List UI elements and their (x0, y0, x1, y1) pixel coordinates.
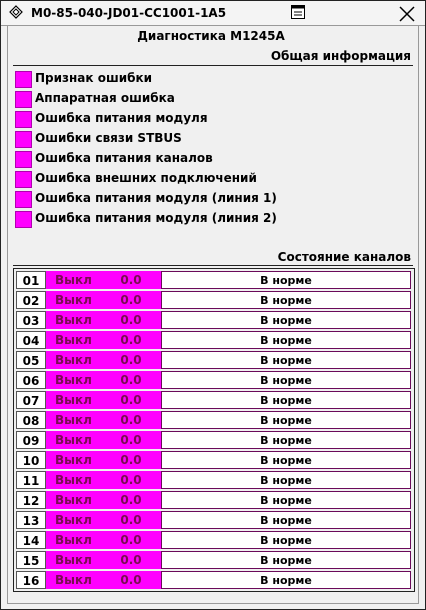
flag-label: Ошибка питания модуля (линия 2) (35, 211, 277, 225)
channel-value: 0.0 (101, 311, 161, 329)
channel-status: В норме (161, 551, 411, 569)
alarm-indicator (15, 211, 32, 228)
table-row (16, 571, 411, 589)
general-info-title: Общая информация (270, 49, 411, 63)
channel-value: 0.0 (101, 351, 161, 369)
table-row (16, 491, 411, 509)
table-row (16, 271, 411, 289)
channel-status: В норме (161, 571, 411, 589)
channel-state: Выкл (46, 271, 101, 289)
alarm-indicator (15, 191, 32, 208)
channel-value: 0.0 (101, 431, 161, 449)
channel-status: В норме (161, 471, 411, 489)
channel-state: Выкл (46, 351, 101, 369)
channels-divider (13, 265, 413, 266)
table-row (16, 471, 411, 489)
channel-status: В норме (161, 331, 411, 349)
channel-value: 0.0 (101, 371, 161, 389)
table-row (16, 431, 411, 449)
channel-number: 04 (16, 331, 46, 349)
channel-state: Выкл (46, 531, 101, 549)
table-row (16, 331, 411, 349)
channel-state: Выкл (46, 311, 101, 329)
channel-number: 07 (16, 391, 46, 409)
diamond-icon[interactable] (9, 5, 23, 19)
window-title: M0-85-040-JD01-CC1001-1A5 (31, 6, 227, 20)
alarm-indicator (15, 151, 32, 168)
alarm-indicator (15, 171, 32, 188)
channel-number: 12 (16, 491, 46, 509)
channel-value: 0.0 (101, 451, 161, 469)
table-row (16, 391, 411, 409)
channel-state: Выкл (46, 491, 101, 509)
alarm-indicator (15, 71, 32, 88)
flag-label: Ошибка питания каналов (35, 151, 213, 165)
channel-state: Выкл (46, 411, 101, 429)
table-row (16, 311, 411, 329)
channel-number: 13 (16, 511, 46, 529)
channel-number: 11 (16, 471, 46, 489)
table-row (16, 291, 411, 309)
table-row (16, 411, 411, 429)
table-row (16, 511, 411, 529)
table-row (16, 451, 411, 469)
channel-status: В норме (161, 411, 411, 429)
channel-status: В норме (161, 351, 411, 369)
table-row (16, 551, 411, 569)
channel-status: В норме (161, 311, 411, 329)
alarm-indicator (15, 91, 32, 108)
error-flags-list (15, 69, 395, 229)
channel-number: 08 (16, 411, 46, 429)
channel-value: 0.0 (101, 391, 161, 409)
flag-label: Ошибка внешних подключений (35, 171, 257, 185)
channel-value: 0.0 (101, 491, 161, 509)
flag-item (15, 109, 395, 129)
channel-value: 0.0 (101, 411, 161, 429)
channel-value: 0.0 (101, 291, 161, 309)
channel-number: 10 (16, 451, 46, 469)
channel-value: 0.0 (101, 571, 161, 589)
flag-label: Признак ошибки (35, 71, 153, 85)
channel-status: В норме (161, 531, 411, 549)
channel-state: Выкл (46, 471, 101, 489)
flag-item (15, 169, 395, 189)
table-row (16, 351, 411, 369)
channel-status: В норме (161, 291, 411, 309)
flag-item (15, 69, 395, 89)
channel-value: 0.0 (101, 271, 161, 289)
channel-state: Выкл (46, 551, 101, 569)
alarm-indicator (15, 111, 32, 128)
channel-status: В норме (161, 271, 411, 289)
channel-number: 15 (16, 551, 46, 569)
channel-value: 0.0 (101, 511, 161, 529)
channel-number: 03 (16, 311, 46, 329)
channel-number: 06 (16, 371, 46, 389)
page-title: Диагностика M1245A (137, 29, 285, 43)
channel-number: 02 (16, 291, 46, 309)
channel-value: 0.0 (101, 471, 161, 489)
channel-state: Выкл (46, 451, 101, 469)
menu-icon[interactable] (291, 5, 305, 19)
flag-label: Ошибки связи STBUS (35, 131, 182, 145)
flag-item (15, 189, 395, 209)
channel-value: 0.0 (101, 331, 161, 349)
channel-state: Выкл (46, 511, 101, 529)
channels-title: Состояние каналов (277, 250, 411, 264)
flag-item (15, 209, 395, 229)
channel-state: Выкл (46, 571, 101, 589)
flag-item (15, 89, 395, 109)
channel-state: Выкл (46, 431, 101, 449)
table-row (16, 531, 411, 549)
channel-number: 14 (16, 531, 46, 549)
channel-number: 05 (16, 351, 46, 369)
channel-number: 16 (16, 571, 46, 589)
flag-label: Ошибка питания модуля (35, 111, 208, 125)
channel-status: В норме (161, 491, 411, 509)
channel-status: В норме (161, 511, 411, 529)
flag-label: Ошибка питания модуля (линия 1) (35, 191, 277, 205)
channel-status: В норме (161, 371, 411, 389)
channel-status: В норме (161, 391, 411, 409)
channel-number: 09 (16, 431, 46, 449)
channels-table (13, 268, 415, 592)
flag-label: Аппаратная ошибка (35, 91, 175, 105)
channel-number: 01 (16, 271, 46, 289)
channel-state: Выкл (46, 331, 101, 349)
title-bar[interactable] (1, 1, 425, 26)
channel-value: 0.0 (101, 531, 161, 549)
close-icon[interactable] (397, 4, 417, 24)
channel-state: Выкл (46, 371, 101, 389)
alarm-indicator (15, 131, 32, 148)
table-row (16, 371, 411, 389)
channel-value: 0.0 (101, 551, 161, 569)
channel-state: Выкл (46, 291, 101, 309)
channel-status: В норме (161, 451, 411, 469)
flag-item (15, 129, 395, 149)
channel-status: В норме (161, 431, 411, 449)
channel-state: Выкл (46, 391, 101, 409)
flag-item (15, 149, 395, 169)
general-info-divider (13, 65, 413, 66)
